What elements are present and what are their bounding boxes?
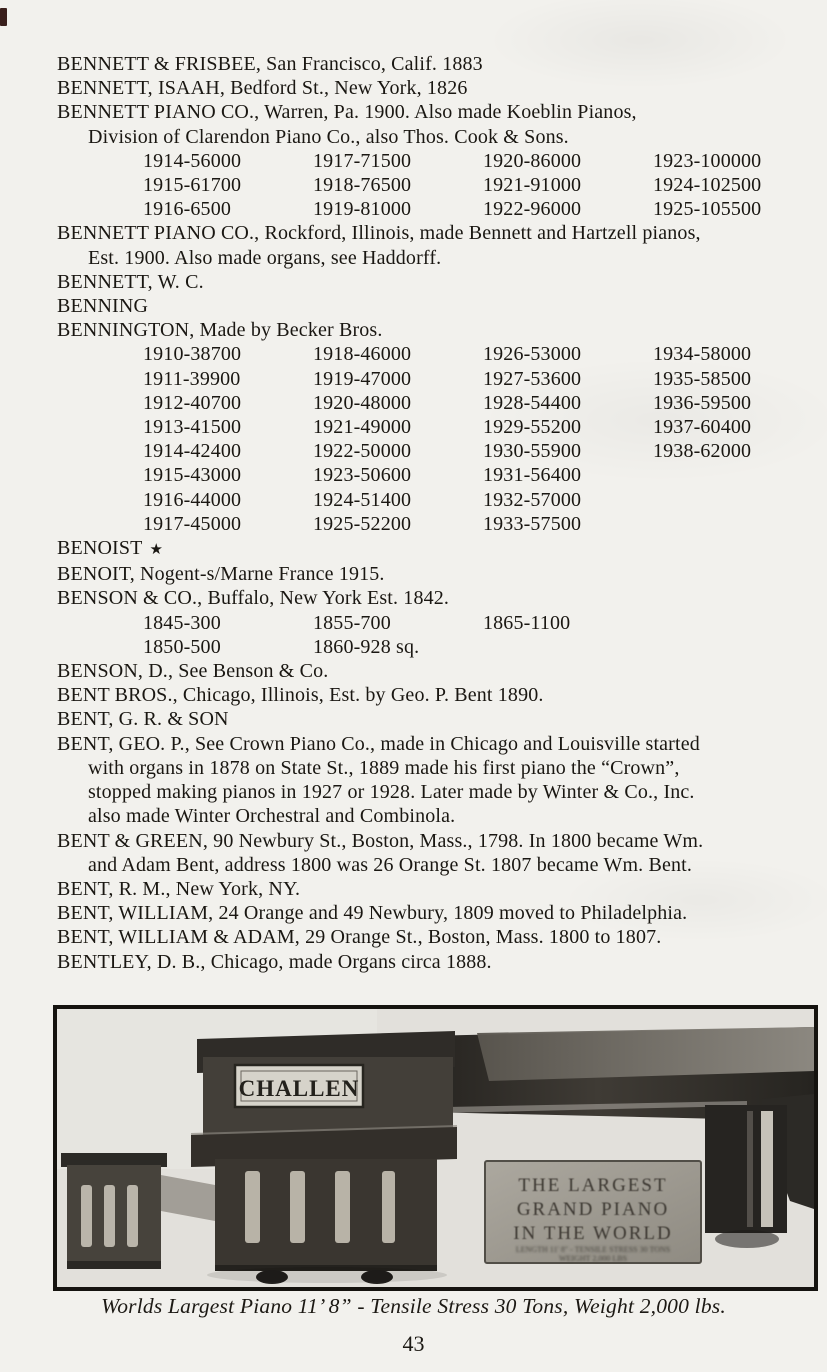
serial-row: [57, 512, 823, 536]
serial-row: [57, 488, 823, 512]
star-icon: ★: [149, 542, 164, 559]
serial-cell: 1923-50600: [313, 464, 412, 487]
serial-cell: 1925-52200: [313, 512, 412, 535]
serial-cell: 1855-700: [313, 611, 391, 634]
entry-text: Est. 1900. Also made organs, see Haddorff.: [88, 246, 442, 269]
serial-cell: 1918-46000: [313, 343, 412, 366]
atlas-entry: [57, 829, 823, 877]
atlas-entry: [57, 732, 823, 829]
piano-photo-frame: [53, 1005, 818, 1291]
serial-cell: 1919-47000: [313, 367, 412, 390]
serial-cell: 1926-53000: [483, 343, 582, 366]
piano-leg: [705, 1105, 787, 1233]
serial-row: [57, 197, 823, 221]
entry-text: BENT & GREEN, 90 Newbury St., Boston, Mass., 1798. In 1800 became Wm.: [57, 829, 704, 852]
atlas-entry: BENT, WILLIAM & ADAM, 29 Orange St., Boston, Mass. 1800 to 1807.: [57, 926, 662, 949]
serial-cell: 1914-56000: [143, 149, 242, 172]
serial-cell: 1865-1100: [483, 611, 571, 634]
serial-cell: 1916-44000: [143, 488, 242, 511]
serial-cell: 1845-300: [143, 611, 221, 634]
cabinet-slat: [245, 1171, 260, 1243]
sign-fine-print: WEIGHT 2,000 LBS: [558, 1254, 628, 1263]
entry-text: also made Winter Orchestral and Combinola.: [88, 805, 456, 828]
serial-number-table: [57, 611, 823, 659]
serial-cell: 1910-38700: [143, 343, 242, 366]
atlas-entry: [57, 221, 823, 269]
serial-cell: 1924-102500: [653, 174, 762, 197]
serial-cell: 1921-49000: [313, 416, 412, 439]
serial-cell: 1930-55900: [483, 440, 582, 463]
entry-text: BENNETT PIANO CO., Rockford, Illinois, made Bennett and Hartzell pianos,: [57, 222, 701, 245]
atlas-entry: BENNINGTON, Made by Becker Bros.: [57, 319, 383, 342]
serial-cell: 1920-86000: [483, 149, 582, 172]
atlas-entry-list: [57, 52, 823, 974]
sign-line: THE LARGEST: [518, 1175, 668, 1196]
serial-cell: 1928-54400: [483, 391, 582, 414]
bench-slat: [127, 1185, 138, 1247]
cabinet-slat: [335, 1171, 350, 1243]
serial-cell: 1924-51400: [313, 488, 412, 511]
cabinet-slat: [290, 1171, 305, 1243]
serial-number-table: [57, 149, 823, 222]
serial-cell: 1937-60400: [653, 416, 752, 439]
serial-row: [57, 415, 823, 439]
serial-cell: 1911-39900: [143, 367, 241, 390]
serial-cell: 1933-57500: [483, 512, 582, 535]
serial-cell: 1931-56400: [483, 464, 582, 487]
atlas-entry: BENT BROS., Chicago, Illinois, Est. by Geo. P. Bent 1890.: [57, 684, 544, 707]
serial-cell: 1916-6500: [143, 198, 232, 221]
atlas-entry: [57, 100, 823, 148]
serial-cell: 1927-53600: [483, 367, 582, 390]
serial-cell: 1850-500: [143, 635, 221, 658]
serial-cell: 1923-100000: [653, 149, 762, 172]
serial-cell: 1860-928 sq.: [313, 635, 420, 658]
bench-slat: [104, 1185, 115, 1247]
page-number: 43: [402, 1331, 425, 1356]
atlas-entry: BENT, WILLIAM, 24 Orange and 49 Newbury, 1809 moved to Philadelphia.: [57, 902, 688, 925]
serial-cell: 1919-81000: [313, 198, 412, 221]
serial-row: [57, 173, 823, 197]
atlas-entry: BENNETT, W. C.: [57, 270, 204, 293]
serial-cell: 1918-76500: [313, 174, 412, 197]
atlas-entry: BENTLEY, D. B., Chicago, made Organs circa 1888.: [57, 950, 492, 973]
serial-row: [57, 439, 823, 463]
serial-cell: 1912-40700: [143, 391, 242, 414]
serial-cell: 1938-62000: [653, 440, 752, 463]
serial-cell: 1929-55200: [483, 416, 582, 439]
serial-cell: 1934-58000: [653, 343, 752, 366]
entry-text: Division of Clarendon Piano Co., also Thos. Cook & Sons.: [88, 125, 569, 148]
leg-shade: [747, 1111, 753, 1227]
atlas-entry: BENT, R. M., New York, NY.: [57, 877, 301, 900]
sign-line: GRAND PIANO: [516, 1199, 670, 1220]
bench-base: [67, 1261, 161, 1269]
entry-text: BENNETT PIANO CO., Warren, Pa. 1900. Also made Koeblin Pianos,: [57, 101, 637, 124]
serial-cell: 1932-57000: [483, 488, 582, 511]
serial-row: [57, 635, 823, 659]
challen-nameplate-text: CHALLEN: [238, 1076, 360, 1101]
cabinet-slat: [382, 1171, 395, 1243]
serial-cell: 1936-59500: [653, 391, 752, 414]
bench-top: [61, 1153, 167, 1167]
atlas-entry: BENT, G. R. & SON: [57, 708, 229, 731]
atlas-entry: [57, 536, 823, 562]
serial-cell: 1914-42400: [143, 440, 242, 463]
entry-text: and Adam Bent, address 1800 was 26 Orange St. 1807 became Wm. Bent.: [88, 853, 693, 876]
sign-line: IN THE WORLD: [513, 1223, 673, 1244]
serial-row: [57, 149, 823, 173]
entry-text: stopped making pianos in 1927 or 1928. Later made by Winter & Co., Inc.: [88, 781, 695, 804]
leg-caster: [715, 1230, 779, 1248]
serial-cell: 1921-91000: [483, 174, 582, 197]
leg-highlight: [761, 1111, 773, 1227]
serial-number-table: [57, 342, 823, 536]
bench-slat: [81, 1185, 92, 1247]
serial-cell: 1920-48000: [313, 391, 412, 414]
sign-fine-print: LENGTH 11' 8" - TENSILE STRESS 30 TONS: [515, 1245, 671, 1254]
serial-row: [57, 463, 823, 487]
serial-row: [57, 391, 823, 415]
atlas-entry: BENSON, D., See Benson & Co.: [57, 660, 329, 683]
entry-text: with organs in 1878 on State St., 1889 made his first piano the “Crown”,: [88, 756, 680, 779]
entry-text: BENOIST: [57, 537, 143, 560]
serial-row: [57, 342, 823, 366]
photo-caption: Worlds Largest Piano 11’ 8” - Tensile Stress 30 Tons, Weight 2,000 lbs.: [101, 1294, 726, 1318]
serial-cell: 1922-50000: [313, 440, 412, 463]
largest-piano-photo: [57, 1009, 814, 1287]
atlas-entry: BENOIT, Nogent-s/Marne France 1915.: [57, 563, 385, 586]
atlas-entry: BENSON & CO., Buffalo, New York Est. 1842.: [57, 587, 450, 610]
serial-row: [57, 367, 823, 391]
serial-cell: 1925-105500: [653, 198, 762, 221]
cabinet-shadow: [207, 1267, 447, 1283]
serial-cell: 1917-45000: [143, 512, 242, 535]
serial-cell: 1935-58500: [653, 367, 752, 390]
serial-row: [57, 611, 823, 635]
serial-cell: 1917-71500: [313, 149, 412, 172]
serial-cell: 1922-96000: [483, 198, 582, 221]
atlas-entry: BENNING: [57, 295, 149, 318]
serial-cell: 1915-43000: [143, 464, 242, 487]
scan-artifact-speck: [0, 8, 7, 26]
entry-text: BENT, GEO. P., See Crown Piano Co., made in Chicago and Louisville started: [57, 732, 700, 755]
atlas-entry: BENNETT, ISAAH, Bedford St., New York, 1826: [57, 77, 468, 100]
serial-cell: 1913-41500: [143, 416, 242, 439]
serial-cell: 1915-61700: [143, 174, 242, 197]
atlas-entry: BENNETT & FRISBEE, San Francisco, Calif. 1883: [57, 53, 483, 75]
